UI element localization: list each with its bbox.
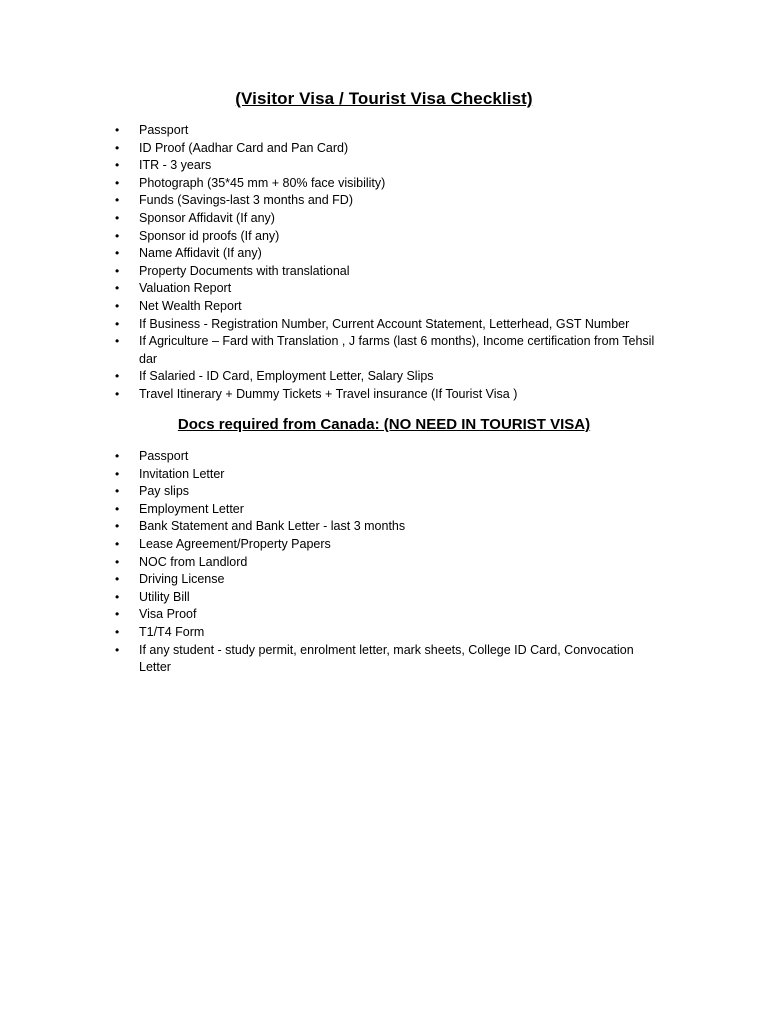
bullet-icon: •	[115, 642, 120, 657]
bullet-icon: •	[115, 449, 120, 463]
list-item-text: Utility Bill	[139, 589, 190, 604]
list-item	[0, 589, 768, 607]
list-item-text: NOC from Landlord	[139, 554, 248, 569]
list-item-text: Passport	[139, 123, 189, 137]
bullet-icon: •	[115, 607, 120, 622]
list-item	[0, 466, 768, 484]
bullet-icon: •	[115, 210, 120, 225]
list-item	[0, 448, 768, 466]
bullet-icon: •	[115, 466, 120, 481]
list-item-text: Funds (Savings-last 3 months and FD)	[139, 193, 353, 208]
bullet-icon: •	[115, 281, 120, 296]
bullet-icon: •	[115, 369, 120, 384]
list-item	[0, 536, 768, 554]
list-item-text: Sponsor id proofs (If any)	[139, 228, 280, 243]
list-item	[0, 624, 768, 642]
bullet-icon: •	[115, 589, 120, 604]
list-item	[0, 483, 768, 501]
list-item	[0, 333, 768, 368]
bullet-icon: •	[115, 263, 120, 278]
list-item-text: Invitation Letter	[139, 466, 225, 481]
bullet-icon: •	[115, 158, 120, 173]
list-item	[0, 518, 768, 536]
list-item	[0, 386, 768, 404]
list-item	[0, 280, 768, 298]
list-item-text: Bank Statement and Bank Letter - last 3 months	[139, 519, 406, 534]
visitor-visa-checklist	[0, 122, 768, 404]
list-item-text: Sponsor Affidavit (If any)	[139, 210, 275, 225]
bullet-icon: •	[115, 572, 120, 587]
list-item	[0, 501, 768, 519]
bullet-icon: •	[115, 334, 120, 349]
list-item-text: ITR - 3 years	[139, 158, 212, 173]
list-item-text: Photograph (35*45 mm + 80% face visibility)	[139, 175, 386, 190]
bullet-icon: •	[115, 501, 120, 516]
bullet-icon: •	[115, 316, 120, 331]
list-item-text: Driving License	[139, 572, 225, 587]
list-item	[0, 210, 768, 228]
page-title: (Visitor Visa / Tourist Visa Checklist)	[235, 89, 533, 108]
list-item	[0, 122, 768, 140]
section-heading-canada-docs: Docs required from Canada: (NO NEED IN TOURIST VISA)	[177, 416, 591, 433]
list-item	[0, 606, 768, 624]
bullet-icon: •	[115, 536, 120, 551]
list-item	[0, 192, 768, 210]
list-item	[0, 175, 768, 193]
list-item	[0, 642, 768, 677]
list-item-text: If Agriculture – Fard with Translation , J farms (last 6 months), Income certification from Tehsil dar	[139, 334, 655, 366]
list-item-text: Travel Itinerary + Dummy Tickets + Travel insurance (If Tourist Visa )	[139, 386, 518, 401]
list-item	[0, 263, 768, 281]
list-item	[0, 298, 768, 316]
list-item	[0, 228, 768, 246]
list-item-text: Visa Proof	[139, 607, 197, 622]
bullet-icon: •	[115, 386, 120, 401]
list-item-text: ID Proof (Aadhar Card and Pan Card)	[139, 140, 349, 155]
list-item	[0, 140, 768, 158]
bullet-icon: •	[115, 554, 120, 569]
list-item	[0, 157, 768, 175]
bullet-icon: •	[115, 298, 120, 313]
list-item-text: Name Affidavit (If any)	[139, 246, 262, 261]
list-item	[0, 316, 768, 334]
list-item-text: Valuation Report	[139, 281, 232, 296]
list-item-text: T1/T4 Form	[139, 624, 205, 639]
list-item	[0, 245, 768, 263]
list-item-text: If Salaried - ID Card, Employment Letter, Salary Slips	[139, 369, 434, 384]
bullet-icon: •	[115, 228, 120, 243]
bullet-icon: •	[115, 624, 120, 639]
list-item-text: If Business - Registration Number, Current Account Statement, Letterhead, GST Number	[139, 316, 630, 331]
list-item-text: Pay slips	[139, 484, 190, 499]
bullet-icon: •	[115, 246, 120, 261]
bullet-icon: •	[115, 175, 120, 190]
bullet-icon: •	[115, 140, 120, 155]
list-item-text: Net Wealth Report	[139, 298, 242, 313]
list-item-text: Property Documents with translational	[139, 263, 350, 278]
list-item-text: Passport	[139, 449, 189, 463]
bullet-icon: •	[115, 193, 120, 208]
list-item	[0, 554, 768, 572]
bullet-icon: •	[115, 123, 120, 137]
list-item	[0, 368, 768, 386]
list-item-text: If any student - study permit, enrolment letter, mark sheets, College ID Card, Convocation Letter	[139, 642, 634, 675]
bullet-icon: •	[115, 519, 120, 534]
bullet-icon: •	[115, 484, 120, 499]
list-item	[0, 571, 768, 589]
canada-docs-checklist	[0, 448, 768, 677]
list-item-text: Employment Letter	[139, 501, 244, 516]
list-item-text: Lease Agreement/Property Papers	[139, 536, 331, 551]
